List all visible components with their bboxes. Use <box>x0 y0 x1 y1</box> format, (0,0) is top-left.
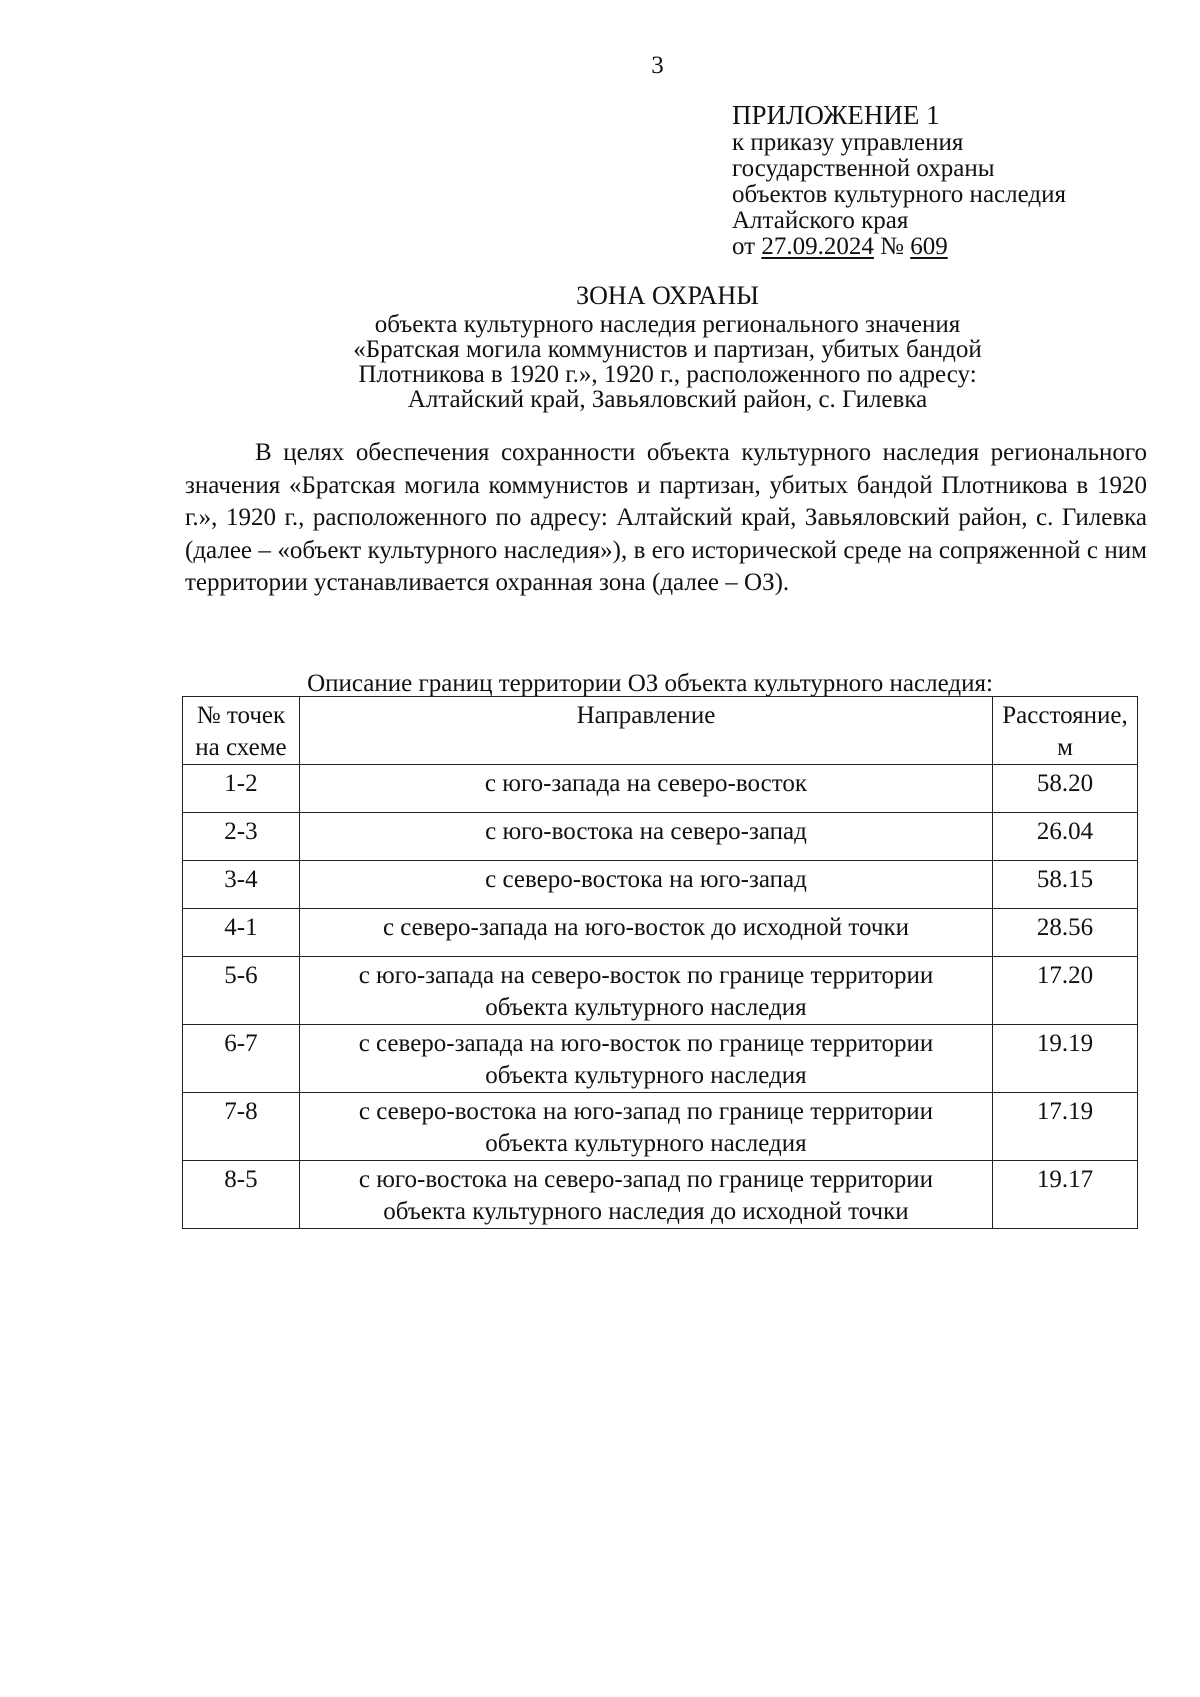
cell-direction <box>299 861 992 909</box>
cell-points: 5-6 <box>183 957 300 1025</box>
header-distance <box>993 697 1138 765</box>
direction-line: объекта культурного наследия до исходной точки <box>383 1198 909 1225</box>
direction-line: объекта культурного наследия <box>485 1062 807 1089</box>
header-direction: Направление <box>299 697 992 765</box>
header-distance-line: м <box>1057 734 1073 761</box>
zone-subtitle-line: объекта культурного наследия регионального значения <box>374 311 961 338</box>
cell-points: 1-2 <box>183 765 300 813</box>
direction-line: с северо-востока на юго-запад по границе территории <box>358 1098 934 1125</box>
cell-distance: 19.17 <box>993 1161 1138 1229</box>
zone-subtitle-line: Алтайский край, Завьяловский район, с. Гилевка <box>407 386 928 413</box>
table-row <box>183 861 1138 909</box>
zone-subtitle-line: «Братская могила коммунистов и партизан, убитых бандой <box>353 336 982 363</box>
cell-distance: 28.56 <box>993 909 1138 957</box>
header-distance-line: Расстояние, <box>1002 702 1128 729</box>
table-row <box>183 813 1138 861</box>
date-prefix: от <box>732 233 762 260</box>
table-row <box>183 957 1138 1025</box>
appendix-line: объектов культурного наследия <box>732 181 1066 208</box>
direction-line: с юго-востока на северо-запад <box>485 818 807 845</box>
cell-direction <box>299 957 992 1025</box>
direction-line: объекта культурного наследия <box>485 1130 807 1157</box>
cell-points: 4-1 <box>183 909 300 957</box>
cell-direction <box>299 1161 992 1229</box>
cell-direction <box>299 813 992 861</box>
header-points-line: на схеме <box>195 734 287 761</box>
direction-line: с юго-востока на северо-запад по границе территории <box>358 1166 934 1193</box>
direction-line: с северо-запада на юго-восток по границе территории <box>358 1030 934 1057</box>
table-row <box>183 1161 1138 1229</box>
header-points-line: № точек <box>196 702 286 729</box>
appendix-title: ПРИЛОЖЕНИЕ 1 <box>732 100 940 130</box>
appendix-line: к приказу управления <box>732 129 964 156</box>
direction-line: с северо-востока на юго-запад <box>485 866 807 893</box>
cell-direction <box>299 1093 992 1161</box>
page-number: 3 <box>651 52 664 79</box>
header-points <box>183 697 300 765</box>
cell-distance: 26.04 <box>993 813 1138 861</box>
table-row <box>183 1025 1138 1093</box>
table-header-row <box>183 697 1138 765</box>
table-row <box>183 765 1138 813</box>
table-row <box>183 909 1138 957</box>
zone-title: ЗОНА ОХРАНЫ <box>576 281 759 310</box>
direction-line: с юго-запада на северо-восток по границе территории <box>358 962 934 989</box>
order-number: 609 <box>910 233 948 260</box>
appendix-date-line <box>732 234 1172 260</box>
boundary-table <box>182 696 1138 1229</box>
cell-points: 7-8 <box>183 1093 300 1161</box>
zone-subtitle-line: Плотникова в 1920 г.», 1920 г., расположенного по адресу: <box>358 361 977 388</box>
number-prefix: № <box>873 233 911 260</box>
direction-line: с северо-запада на юго-восток до исходной точки <box>382 914 909 941</box>
table-row <box>183 1093 1138 1161</box>
cell-points: 8-5 <box>183 1161 300 1229</box>
cell-distance: 58.20 <box>993 765 1138 813</box>
cell-points: 6-7 <box>183 1025 300 1093</box>
direction-line: с юго-запада на северо-восток <box>484 770 807 797</box>
appendix-block <box>732 100 1172 260</box>
cell-distance: 58.15 <box>993 861 1138 909</box>
cell-direction <box>299 909 992 957</box>
cell-distance: 19.19 <box>993 1025 1138 1093</box>
table-caption: Описание границ территории ОЗ объекта культурного наследия: <box>307 670 993 697</box>
cell-direction <box>299 1025 992 1093</box>
cell-distance: 17.20 <box>993 957 1138 1025</box>
cell-points: 3-4 <box>183 861 300 909</box>
direction-line: объекта культурного наследия <box>485 994 807 1021</box>
cell-points: 2-3 <box>183 813 300 861</box>
cell-distance: 17.19 <box>993 1093 1138 1161</box>
cell-direction <box>299 765 992 813</box>
appendix-line: государственной охраны <box>732 155 995 182</box>
appendix-line: Алтайского края <box>732 207 909 234</box>
order-date: 27.09.2024 <box>761 233 874 260</box>
body-paragraph: В целях обеспечения сохранности объекта культурного наследия регионального значения «Братская могила коммунистов и партизан, убитых бандой Плотникова в 1920 г.», 1920 г., расположенного по адресу: Алтайский край, Завьяловский район, с. Гилевка (далее – «объект культурного наследия»), в его исторической среде на сопряженной с ним территории устанавливается охранная зона (далее – ОЗ). <box>185 439 1147 596</box>
zone-subtitle <box>0 312 1200 412</box>
